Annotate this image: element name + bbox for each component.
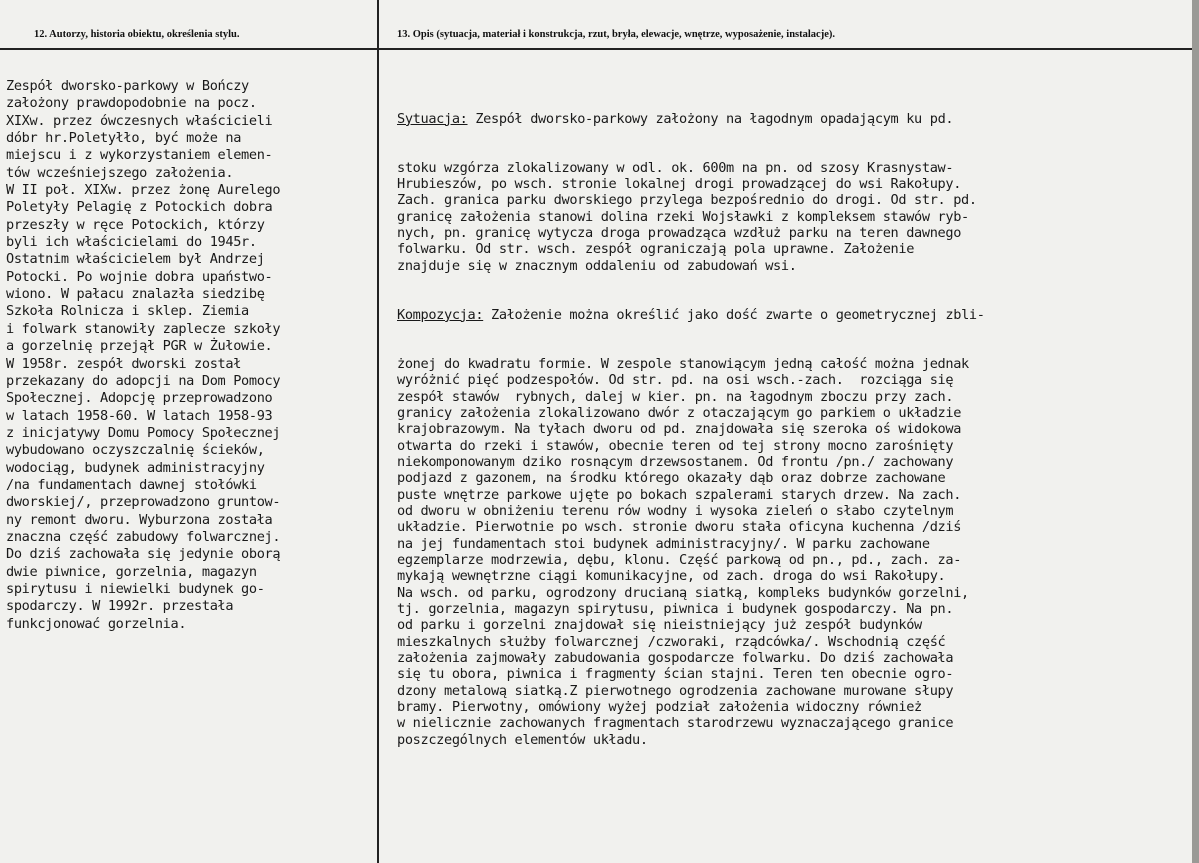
text-line: na jej fundamentach stoi budynek administracyjny/. W parku zachowane xyxy=(397,535,930,552)
header-divider xyxy=(0,48,1199,50)
text-line: z inicjatywy Domu Pomocy Społecznej xyxy=(6,424,281,441)
text-line: ny remont dworu. Wyburzona została xyxy=(6,511,273,528)
text-line: w latach 1958-60. W latach 1958-93 xyxy=(6,407,273,424)
text-line: Na wsch. od parku, ogrodzony drucianą siatką, kompleks budynków gorzelni, xyxy=(397,584,969,601)
text-line: Hrubieszów, po wsch. stronie lokalnej drogi prowadzącej do wsi Rakołupy. xyxy=(397,176,962,193)
text-line: miejscu i z wykorzystaniem elemen- xyxy=(6,147,273,164)
section-12-heading: 12. Autorzy, historia obiektu, określenia stylu. xyxy=(34,29,240,40)
text-line: wiono. W pałacu znalazła siedzibę xyxy=(6,286,265,303)
text-line: mieszkalnych służby folwarcznej /czworaki, rządcówka/. Wschodnią część xyxy=(397,633,946,650)
text-line: Zach. granica parku dworskiego przylega bezpośrednio do drogi. Od str. pd. xyxy=(397,192,977,209)
text-line: dworskiej/, przeprowadzono gruntow- xyxy=(6,494,281,511)
text-line: wyróżnić pięć podzespołów. Od str. pd. na osi wsch.-zach. rozciąga się xyxy=(397,372,954,389)
text-line: znaczna część zabudowy folwarcznej. xyxy=(6,528,281,545)
text-line: i folwark stanowiły zaplecze szkoły xyxy=(6,320,281,337)
kompozycja-text xyxy=(397,356,1189,748)
text-line: od dworu w obniżeniu terenu rów wodny i wysoka zieleń o słabo czytelnym xyxy=(397,502,954,519)
text-line: założenia zajmowały zabudowania gospodarcze folwarku. Do dziś zachowała xyxy=(397,650,954,667)
text-line: dwie piwnice, gorzelnia, magazyn xyxy=(6,563,257,580)
text-line: granicę założenia stanowi dolina rzeki Wojsławki z kompleksem stawów ryb- xyxy=(397,208,969,225)
section-13-heading: 13. Opis (sytuacja, materiał i konstrukcja, rzut, bryła, elewacje, wnętrze, wyposażenie, instalacje). xyxy=(397,29,836,40)
text-line: XIXw. przez ówczesnych właścicieli xyxy=(6,112,273,129)
text-line: krajobrazowym. Na tyłach dworu od pd. znajdowała się szeroka oś widokowa xyxy=(397,421,962,438)
text-line: egzemplarze modrzewia, dębu, klonu. Część parkową od pn., pd., zach. za- xyxy=(397,551,962,568)
sytuacja-first-text: Zespół dworsko-parkowy założony na łagodnym opadającym ku pd. xyxy=(467,110,954,127)
text-line: przekazany do adopcji na Dom Pomocy xyxy=(6,372,281,389)
text-line: Do dziś zachowała się jedynie oborą xyxy=(6,546,281,563)
kompozycja-first-line xyxy=(397,307,1189,323)
text-line: puste wnętrze parkowe ujęte po bokach szpalerami starych drzew. Na zach. xyxy=(397,486,962,503)
text-line: w nielicznie zachowanych fragmentach starodrzewu wyznaczającego granice xyxy=(397,715,954,732)
text-line: byli ich właścicielami do 1945r. xyxy=(6,234,257,251)
history-text xyxy=(6,78,372,633)
text-line: znajduje się w znacznym oddaleniu od zabudowań wsi. xyxy=(397,257,797,274)
text-line: funkcjonować gorzelnia. xyxy=(6,615,187,632)
text-line: dzony metalową siatką.Z pierwotnego ogrodzenia zachowane murowane słupy xyxy=(397,682,954,699)
text-line: wodociąg, budynek administracyjny xyxy=(6,459,265,476)
text-line: otwarta do rzeki i stawów, obecnie teren od tej strony mocno zarośnięty xyxy=(397,437,954,454)
text-line: folwarku. Od str. wsch. zespół ograniczają pola uprawne. Założenie xyxy=(397,241,915,258)
text-line: Szkoła Rolnicza i sklep. Ziemia xyxy=(6,303,249,320)
text-line: zespół stawów rybnych, dalej w kier. pn. na łagodnym zboczu przy zach. xyxy=(397,388,954,405)
kompozycja-label: Kompozycja: xyxy=(397,306,484,323)
column-divider xyxy=(377,0,379,863)
sytuacja-first-line xyxy=(397,111,1189,127)
text-line: bramy. Pierwotny, omówiony wyżej podział założenia widoczny również xyxy=(397,699,922,716)
text-line: tj. gorzelnia, magazyn spirytusu, piwnica i budynek gospodarczy. Na pn. xyxy=(397,601,954,617)
text-line: podjazd z gazonem, na środku którego okazały dąb oraz dobrze zachowane xyxy=(397,470,946,487)
text-line: Poletyły Pelagię z Potockich dobra xyxy=(6,199,273,216)
text-line: spirytusu i niewielki budynek go- xyxy=(6,580,265,597)
text-line: stoku wzgórza zlokalizowany w odl. ok. 600m na pn. od szosy Krasnystaw- xyxy=(397,159,954,176)
text-line: przeszły w ręce Potockich, którzy xyxy=(6,216,265,233)
text-line: układzie. Pierwotnie po wsch. stronie dworu stała oficyna kuchenna /dziś xyxy=(397,519,962,536)
text-line: W 1958r. zespół dworski został xyxy=(6,355,242,372)
text-line: dóbr hr.Poletyłło, być może na xyxy=(6,130,242,147)
text-line: od parku i gorzelni znajdował się nieistniejący już zespół budynków xyxy=(397,617,922,634)
kompozycja-first-text: Założenie można określić jako dość zwarte o geometrycznej zbli- xyxy=(483,306,985,323)
text-line: Ostatnim właścicielem był Andrzej xyxy=(6,251,265,268)
description-text xyxy=(397,78,1189,781)
text-line: się tu obora, piwnica i fragmenty ścian stajni. Teren ten obecnie ogro- xyxy=(397,666,954,683)
sytuacja-text xyxy=(397,160,1189,274)
text-line: a gorzelnię przejął PGR w Żułowie. xyxy=(6,338,273,355)
text-line: żonej do kwadratu formie. W zespole stanowiącym jedną całość można jednak xyxy=(397,355,969,372)
text-line: Zespół dworsko-parkowy w Bończy xyxy=(6,78,249,94)
text-line: niekomponowanym dziko rosnącym drzewsostanem. Od frontu /pn./ zachowany xyxy=(397,453,954,470)
text-line: założony prawdopodobnie na pocz. xyxy=(6,95,257,112)
text-line: granicy założenia zlokalizowano dwór z otaczającym go parkiem o układzie xyxy=(397,404,962,421)
text-line: spodarczy. W 1992r. przestała xyxy=(6,598,234,615)
text-line: mykają wewnętrzne ciągi komunikacyjne, od zach. droga do wsi Rakołupy. xyxy=(397,568,946,585)
sytuacja-label: Sytuacja: xyxy=(397,110,468,127)
text-line: tów wcześniejszego założenia. xyxy=(6,164,234,181)
text-line: wybudowano oczyszczalnię ścieków, xyxy=(6,442,265,459)
text-line: nych, pn. granicę wytycza droga prowadząca wzdłuż parku na teren dawnego xyxy=(397,225,962,242)
page-edge xyxy=(1192,0,1199,863)
text-line: /na fundamentach dawnej stołówki xyxy=(6,476,257,493)
text-line: poszczególnych elementów układu. xyxy=(397,731,648,748)
text-line: Potocki. Po wojnie dobra upaństwo- xyxy=(6,268,273,285)
text-line: W II poł. XIXw. przez żonę Aurelego xyxy=(6,182,281,199)
text-line: Społecznej. Adopcję przeprowadzono xyxy=(6,390,273,407)
